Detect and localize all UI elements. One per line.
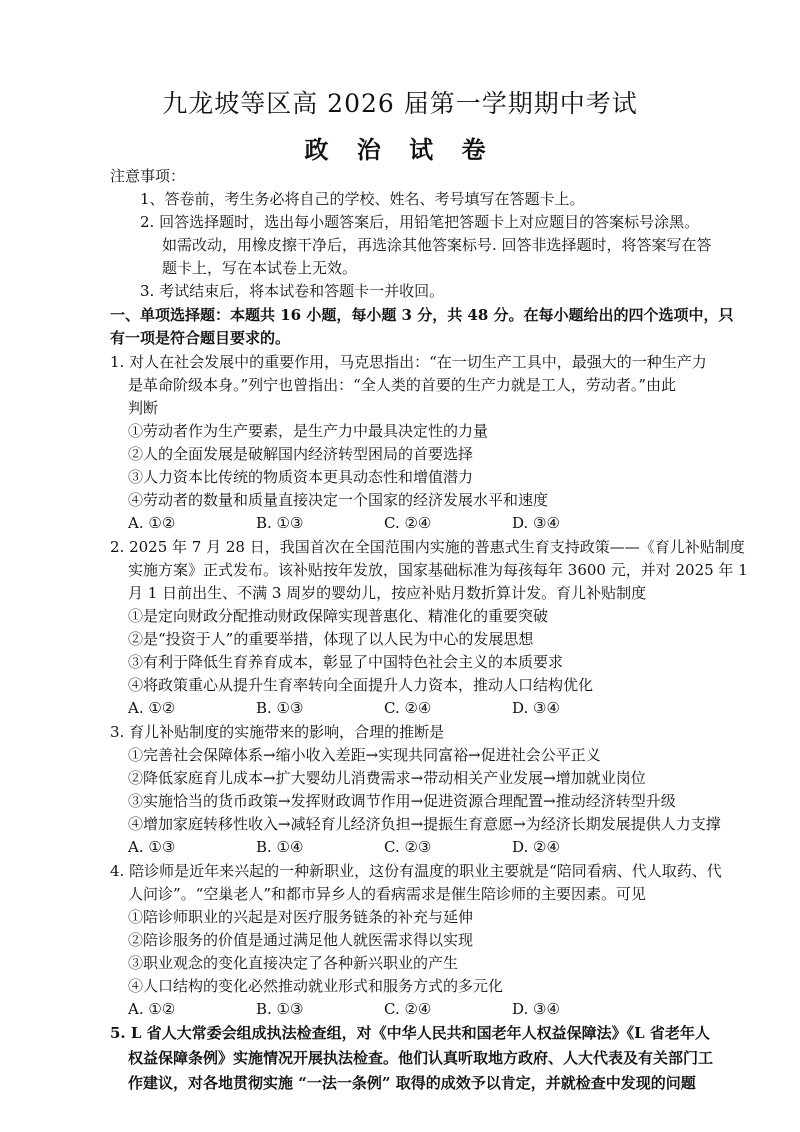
q1-option-d: D. ③④ bbox=[512, 514, 560, 532]
q5-stem-cont: 权益保障条例》实施情况开展执法检查。他们认真听取地方政府、人大代表及有关部门工 bbox=[128, 1049, 714, 1067]
q2-stem-cont: 实施方案》正式发布。该补贴按年发放，国家基础标准为每孩每年 3600 元，并对 2025 年 1 bbox=[128, 561, 748, 579]
notice-item-2-cont: 如需改动，用橡皮擦干净后，再选涂其他答案标号. 回答非选择题时，将答案写在答 bbox=[162, 236, 712, 254]
q2-option-d: D. ③④ bbox=[512, 699, 560, 717]
q3-option-d: D. ②④ bbox=[512, 838, 560, 856]
q4-statement-2: ②陪诊服务的价值是通过满足他人就医需求得以实现 bbox=[128, 931, 474, 949]
q3-statement-4: ④增加家庭转移性收入→减轻育儿经济负担→提振生育意愿→为经济长期发展提供人力支撑 bbox=[128, 815, 721, 833]
notice-item-3: 3. 考试结束后，将本试卷和答题卡一并收回。 bbox=[140, 282, 445, 300]
exam-title: 九龙坡等区高 2026 届第一学期期中考试 bbox=[162, 89, 638, 118]
q4-stem-cont: 人问诊”。“空巢老人”和都市异乡人的看病需求是催生陪诊师的主要因素。可见 bbox=[128, 885, 647, 903]
q1-statement-3: ③人力资本比传统的物质资本更具动态性和增值潜力 bbox=[128, 468, 474, 486]
q1-stem-cont: 是革命阶级本身。”列宁也曾指出：“全人类的首要的生产力就是工人，劳动者。”由此 bbox=[128, 376, 677, 394]
q2-option-a: A. ①② bbox=[128, 699, 176, 717]
q1-option-c: C. ②④ bbox=[384, 514, 432, 532]
q3-option-b: B. ①④ bbox=[256, 838, 304, 856]
exam-subject: 政 治 试 卷 bbox=[304, 135, 496, 164]
q5-stem-cont-2: 作建议，对各地贯彻实施 “一法一条例” 取得的成效予以肯定，并就检查中发现的问题 bbox=[128, 1074, 696, 1092]
q4-option-d: D. ③④ bbox=[512, 1000, 560, 1018]
q1-statement-1: ①劳动者作为生产要素，是生产力中最具决定性的力量 bbox=[128, 422, 489, 440]
q3-statement-3: ③实施恰当的货币政策→发挥财政调节作用→促进资源合理配置→推动经济转型升级 bbox=[128, 792, 676, 810]
q4-option-a: A. ①② bbox=[128, 1000, 176, 1018]
q2-statement-1: ①是定向财政分配推动财政保障实现普惠化、精准化的重要突破 bbox=[128, 607, 549, 625]
q3-statement-2: ②降低家庭育儿成本→扩大婴幼儿消费需求→带动相关产业发展→增加就业岗位 bbox=[128, 769, 646, 787]
notice-heading: 注意事项： bbox=[110, 167, 186, 185]
q3-stem: 3. 育儿补贴制度的实施带来的影响，合理的推断是 bbox=[110, 723, 445, 741]
q4-option-c: C. ②④ bbox=[384, 1000, 432, 1018]
notice-item-1: 1、答卷前，考生务必将自己的学校、姓名、考号填写在答题卡上。 bbox=[140, 190, 585, 208]
q4-statement-4: ④人口结构的变化必然推动就业形式和服务方式的多元化 bbox=[128, 977, 504, 995]
section-heading-cont: 有一项是符合题目要求的。 bbox=[110, 329, 291, 347]
notice-item-2-end: 题卡上，写在本试卷上无效。 bbox=[162, 259, 358, 277]
q2-statement-4: ④将政策重心从提升生育率转向全面提升人力资本，推动人口结构优化 bbox=[128, 676, 594, 694]
q1-stem-end: 判断 bbox=[128, 399, 159, 417]
section-heading: 一、单项选择题：本题共 16 小题，每小题 3 分，共 48 分。在每小题给出的四个选项中，只 bbox=[110, 306, 734, 324]
q1-option-b: B. ①③ bbox=[256, 514, 304, 532]
q1-statement-4: ④劳动者的数量和质量直接决定一个国家的经济发展水平和速度 bbox=[128, 491, 549, 509]
q4-statement-3: ③职业观念的变化直接决定了各种新兴职业的产生 bbox=[128, 954, 459, 972]
q3-option-a: A. ①③ bbox=[128, 838, 176, 856]
q5-stem: 5. L 省人大常委会组成执法检查组，对《中华人民共和国老年人权益保障法》《L 省老年人 bbox=[110, 1024, 710, 1042]
q2-stem: 2. 2025 年 7 月 28 日，我国首次在全国范围内实施的普惠式生育支持政策——《育儿补贴制度 bbox=[110, 538, 745, 556]
q4-stem: 4. 陪诊师是近年来兴起的一种新职业，这份有温度的职业主要就是“陪同看病、代人取药、代 bbox=[110, 862, 722, 880]
q2-option-b: B. ①③ bbox=[256, 699, 304, 717]
q2-option-c: C. ②④ bbox=[384, 699, 432, 717]
q3-option-c: C. ②③ bbox=[384, 838, 432, 856]
q4-option-b: B. ①③ bbox=[256, 1000, 304, 1018]
q4-statement-1: ①陪诊师职业的兴起是对医疗服务链条的补充与延伸 bbox=[128, 908, 474, 926]
notice-item-2: 2. 回答选择题时，选出每小题答案后，用铅笔把答题卡上对应题目的答案标号涂黑。 bbox=[140, 213, 700, 231]
q2-statement-2: ②是“投资于人”的重要举措，体现了以人民为中心的发展思想 bbox=[128, 630, 534, 648]
q2-stem-end: 月 1 日前出生、不满 3 周岁的婴幼儿，按应补贴月数折算计发。育儿补贴制度 bbox=[128, 584, 647, 602]
q1-option-a: A. ①② bbox=[128, 514, 176, 532]
q2-statement-3: ③有利于降低生育养育成本，彰显了中国特色社会主义的本质要求 bbox=[128, 653, 564, 671]
q1-stem: 1. 对人在社会发展中的重要作用，马克思指出：“在一切生产工具中，最强大的一种生产力 bbox=[110, 353, 707, 371]
q1-statement-2: ②人的全面发展是破解国内经济转型困局的首要选择 bbox=[128, 445, 474, 463]
q3-statement-1: ①完善社会保障体系→缩小收入差距→实现共同富裕→促进社会公平正义 bbox=[128, 746, 601, 764]
